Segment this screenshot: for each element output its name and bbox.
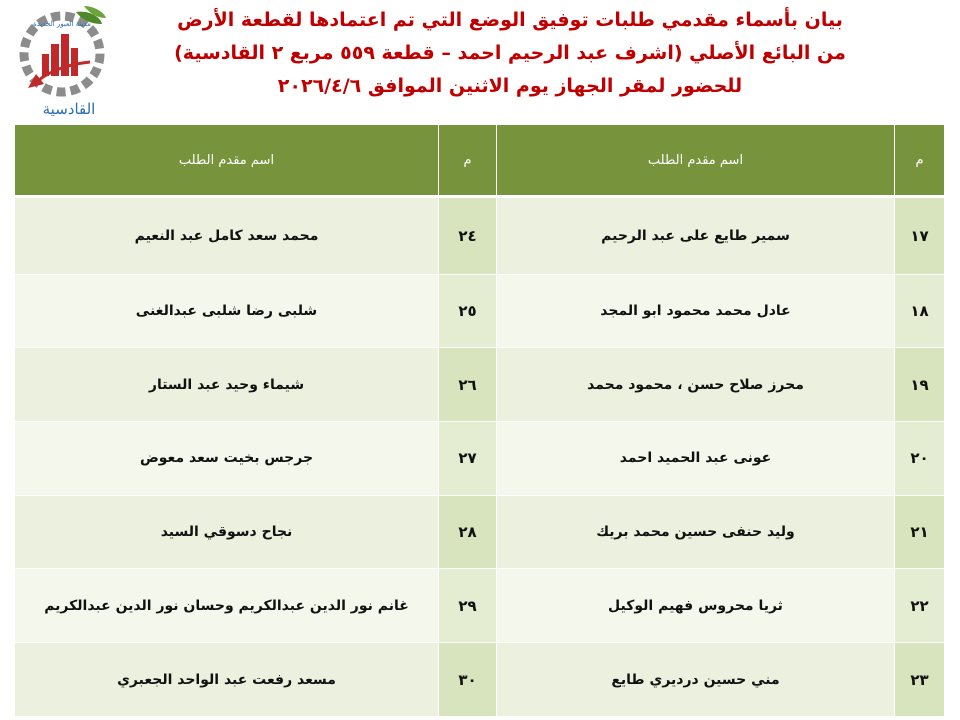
applicant-name: محرز صلاح حسن ، محمود محمد (497, 348, 895, 422)
table-row (15, 495, 945, 569)
applicant-name: شيماء وحيد عبد الستار (15, 348, 439, 422)
applicant-name: محمد سعد كامل عبد النعيم (15, 197, 439, 275)
row-num: ٢٥ (439, 274, 497, 348)
row-num: ٢٣ (895, 643, 945, 717)
row-num: ٢٤ (439, 197, 497, 275)
applicant-name: وليد حنفى حسين محمد بريك (497, 495, 895, 569)
applicant-name: عونى عبد الحميد احمد (497, 422, 895, 496)
table-header-row (15, 125, 945, 197)
applicant-name: مني حسين درديري طايع (497, 643, 895, 717)
applicant-name: عادل محمد محمود ابو المجد (497, 274, 895, 348)
row-num: ٢٠ (895, 422, 945, 496)
applicant-name: نجاح دسوقي السيد (15, 495, 439, 569)
heading-line-3: للحضور لمقر الجهاز يوم الاثنين الموافق ٢٠٢٦/٤/٦ (277, 75, 743, 97)
row-num: ٢٩ (439, 569, 497, 643)
applicant-name: شلبى رضا شلبى عبدالغنى (15, 274, 439, 348)
logo (14, 4, 110, 120)
applicant-name: مسعد رفعت عبد الواحد الجعبري (15, 643, 439, 717)
table-row (15, 422, 945, 496)
header-name-right: اسم مقدم الطلب (497, 125, 895, 197)
header-num-right: م (895, 125, 945, 197)
logo-emblem (14, 4, 110, 104)
logo-caption: القادسية (42, 100, 96, 118)
row-num: ١٨ (895, 274, 945, 348)
applicants-table (14, 124, 945, 717)
table-row (15, 348, 945, 422)
logo-top-text: مدينة العبور الجديدة (33, 20, 91, 28)
applicant-name: جرجس بخيت سعد معوض (15, 422, 439, 496)
table-row (15, 569, 945, 643)
header-num-left: م (439, 125, 497, 197)
applicant-name: غانم نور الدين عبدالكريم وحسان نور الدين عبدالكريم (15, 569, 439, 643)
heading-line-1: بيان بأسماء مقدمي طلبات توفيق الوضع التي تم اعتمادها لقطعة الأرض (177, 9, 843, 31)
page-heading (130, 4, 890, 103)
table-row (15, 643, 945, 717)
row-num: ٢٧ (439, 422, 497, 496)
table-row (15, 197, 945, 275)
applicant-name: سمير طايع على عبد الرحيم (497, 197, 895, 275)
row-num: ٢٦ (439, 348, 497, 422)
row-num: ٢٢ (895, 569, 945, 643)
table-row (15, 274, 945, 348)
row-num: ٢١ (895, 495, 945, 569)
row-num: ٣٠ (439, 643, 497, 717)
row-num: ١٧ (895, 197, 945, 275)
header-name-left: اسم مقدم الطلب (15, 125, 439, 197)
row-num: ١٩ (895, 348, 945, 422)
row-num: ٢٨ (439, 495, 497, 569)
heading-line-2: من البائع الأصلي (اشرف عبد الرحيم احمد – قطعة ٥٥٩ مربع ٢ القادسية) (174, 42, 846, 64)
applicant-name: ثريا محروس فهيم الوكيل (497, 569, 895, 643)
